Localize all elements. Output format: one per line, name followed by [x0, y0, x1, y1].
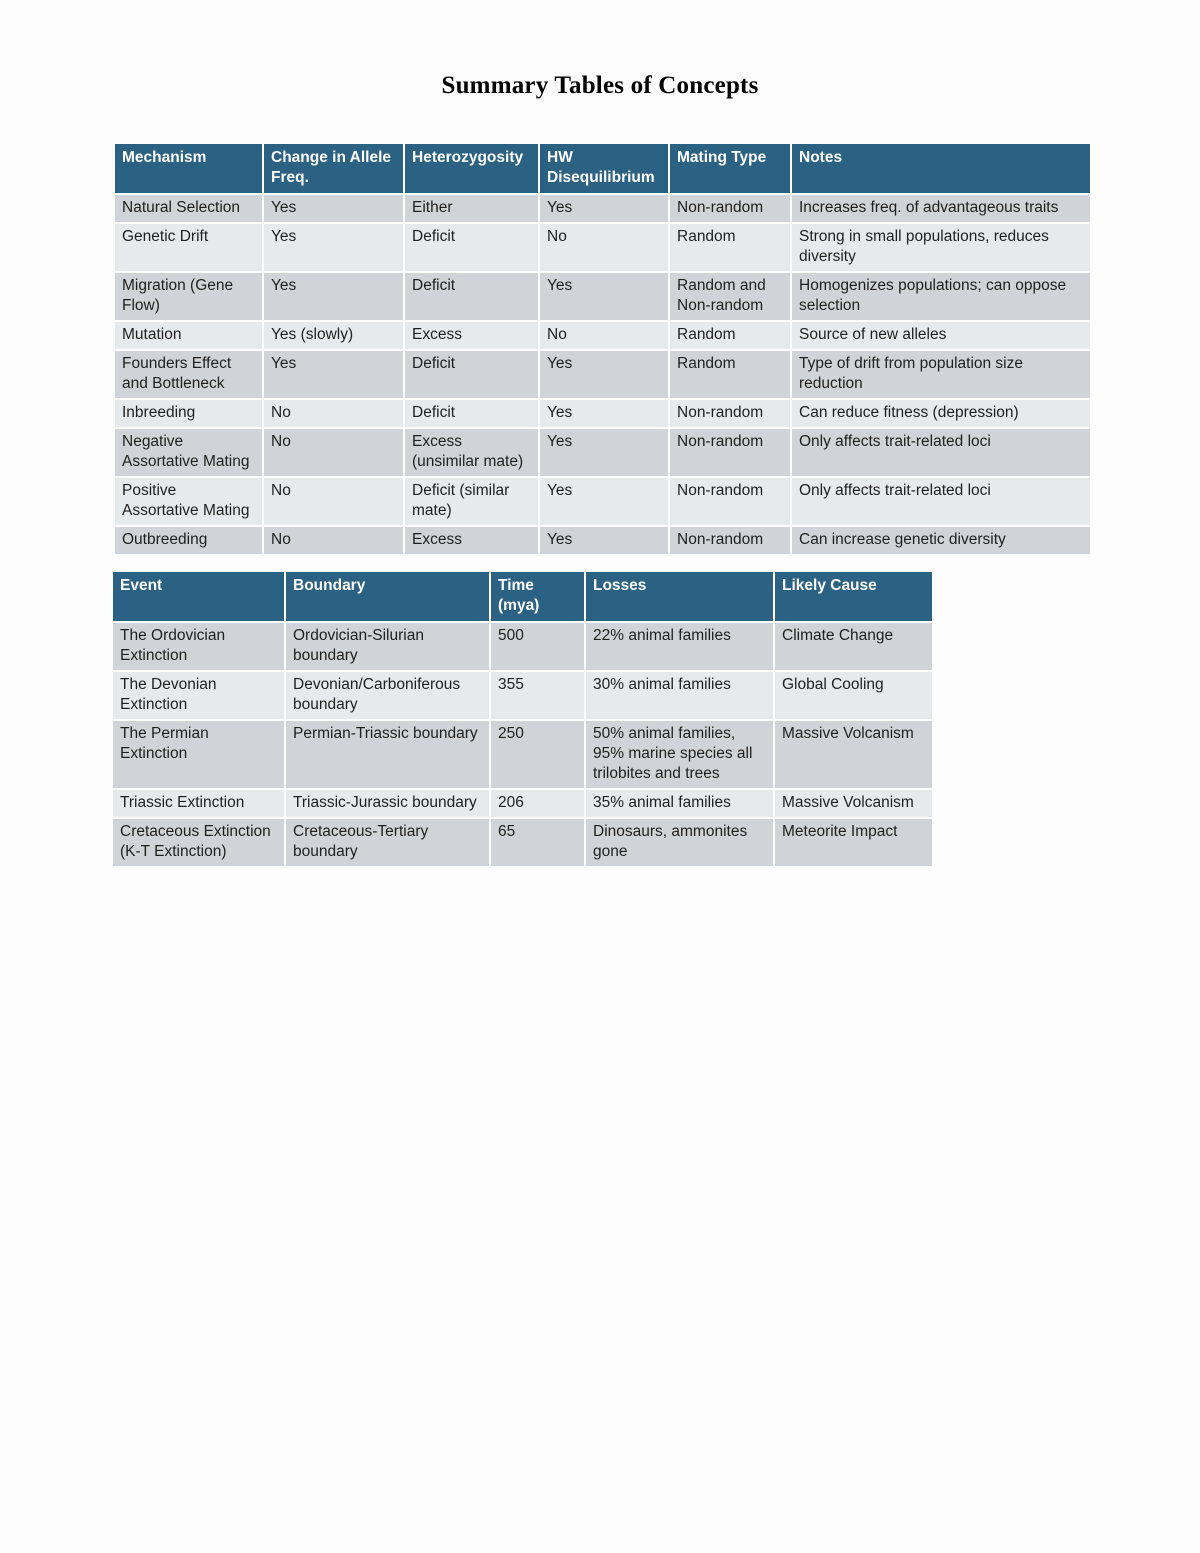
table-cell: Yes: [539, 526, 669, 554]
table-header-row: [115, 144, 1090, 194]
table-cell: Yes: [263, 194, 404, 223]
table-cell: 65: [490, 818, 585, 866]
header-cell: Likely Cause: [774, 572, 932, 622]
table-cell: 250: [490, 720, 585, 789]
table-cell: Non-random: [669, 477, 791, 526]
table-cell: Excess: [404, 321, 539, 350]
page-title: Summary Tables of Concepts: [441, 72, 759, 99]
table-cell: Excess (unsimilar mate): [404, 428, 539, 477]
table-cell: Only affects trait-related loci: [791, 477, 1090, 526]
table-cell: No: [539, 223, 669, 272]
table-cell: Type of drift from population size reduction: [791, 350, 1090, 399]
extinctions-table: [113, 572, 932, 866]
table-cell: Devonian/Carboniferous boundary: [285, 671, 490, 720]
table-cell: Can reduce fitness (depression): [791, 399, 1090, 428]
table-cell: Meteorite Impact: [774, 818, 932, 866]
table-cell: No: [263, 428, 404, 477]
table-cell: Positive Assortative Mating: [115, 477, 263, 526]
table-cell: Massive Volcanism: [774, 789, 932, 818]
table-cell: Deficit: [404, 350, 539, 399]
header-cell: HW Disequilibrium: [539, 144, 669, 194]
table-row: [113, 671, 932, 720]
header-cell: Mating Type: [669, 144, 791, 194]
table-cell: Source of new alleles: [791, 321, 1090, 350]
table-cell: Only affects trait-related loci: [791, 428, 1090, 477]
header-cell: Notes: [791, 144, 1090, 194]
table-row: [113, 720, 932, 789]
table-cell: Global Cooling: [774, 671, 932, 720]
table-row: [115, 526, 1090, 554]
table-cell: Mutation: [115, 321, 263, 350]
table-cell: The Devonian Extinction: [113, 671, 285, 720]
table-cell: Random: [669, 223, 791, 272]
table-cell: 50% animal families, 95% marine species all trilobites and trees: [585, 720, 774, 789]
table-row: [115, 272, 1090, 321]
table-cell: No: [263, 399, 404, 428]
table-cell: Increases freq. of advantageous traits: [791, 194, 1090, 223]
table-cell: Triassic-Jurassic boundary: [285, 789, 490, 818]
table-cell: Random: [669, 350, 791, 399]
table-cell: No: [539, 321, 669, 350]
table-cell: Deficit (similar mate): [404, 477, 539, 526]
table-cell: Non-random: [669, 428, 791, 477]
table-cell: Massive Volcanism: [774, 720, 932, 789]
table-cell: Cretaceous-Tertiary boundary: [285, 818, 490, 866]
table-cell: Yes: [539, 477, 669, 526]
table-cell: Yes: [539, 350, 669, 399]
table-row: [113, 622, 932, 671]
table-cell: Yes: [263, 350, 404, 399]
table-cell: Triassic Extinction: [113, 789, 285, 818]
table-row: [115, 477, 1090, 526]
table-cell: Yes: [263, 223, 404, 272]
table-cell: Outbreeding: [115, 526, 263, 554]
table-cell: 35% animal families: [585, 789, 774, 818]
table-row: [115, 399, 1090, 428]
table-cell: 206: [490, 789, 585, 818]
header-cell: Losses: [585, 572, 774, 622]
table-cell: The Permian Extinction: [113, 720, 285, 789]
table-cell: Yes (slowly): [263, 321, 404, 350]
header-cell: Event: [113, 572, 285, 622]
table-cell: Either: [404, 194, 539, 223]
table-cell: The Ordovician Extinction: [113, 622, 285, 671]
table-cell: Yes: [539, 194, 669, 223]
table-cell: Climate Change: [774, 622, 932, 671]
table-cell: Founders Effect and Bottleneck: [115, 350, 263, 399]
table-cell: 30% animal families: [585, 671, 774, 720]
table-row: [115, 321, 1090, 350]
table-cell: Inbreeding: [115, 399, 263, 428]
table-cell: Can increase genetic diversity: [791, 526, 1090, 554]
table-cell: Excess: [404, 526, 539, 554]
table-cell: Deficit: [404, 399, 539, 428]
table-cell: Deficit: [404, 272, 539, 321]
mechanisms-table: [115, 144, 1090, 554]
table-cell: 500: [490, 622, 585, 671]
table-cell: Non-random: [669, 399, 791, 428]
table-cell: Dinosaurs, ammonites gone: [585, 818, 774, 866]
table-cell: Yes: [263, 272, 404, 321]
table-cell: Random and Non-random: [669, 272, 791, 321]
header-cell: Mechanism: [115, 144, 263, 194]
table-cell: 22% animal families: [585, 622, 774, 671]
table-header-row: [113, 572, 932, 622]
table-cell: No: [263, 526, 404, 554]
header-cell: Time (mya): [490, 572, 585, 622]
table-cell: Cretaceous Extinction (K-T Extinction): [113, 818, 285, 866]
table-cell: Non-random: [669, 526, 791, 554]
table-cell: Yes: [539, 399, 669, 428]
table-cell: Negative Assortative Mating: [115, 428, 263, 477]
table-row: [115, 223, 1090, 272]
table-row: [115, 428, 1090, 477]
header-cell: Heterozygosity: [404, 144, 539, 194]
table-cell: Permian-Triassic boundary: [285, 720, 490, 789]
table-cell: Yes: [539, 272, 669, 321]
header-cell: Change in Allele Freq.: [263, 144, 404, 194]
table-cell: Genetic Drift: [115, 223, 263, 272]
table-cell: Natural Selection: [115, 194, 263, 223]
table-cell: Ordovician-Silurian boundary: [285, 622, 490, 671]
table-cell: Strong in small populations, reduces diversity: [791, 223, 1090, 272]
table-row: [115, 350, 1090, 399]
table-row: [115, 194, 1090, 223]
table-cell: Random: [669, 321, 791, 350]
table-cell: Deficit: [404, 223, 539, 272]
table-cell: Non-random: [669, 194, 791, 223]
table-row: [113, 789, 932, 818]
table-cell: No: [263, 477, 404, 526]
header-cell: Boundary: [285, 572, 490, 622]
table-cell: Homogenizes populations; can oppose selection: [791, 272, 1090, 321]
table-cell: 355: [490, 671, 585, 720]
table-cell: Migration (Gene Flow): [115, 272, 263, 321]
table-row: [113, 818, 932, 866]
table-cell: Yes: [539, 428, 669, 477]
